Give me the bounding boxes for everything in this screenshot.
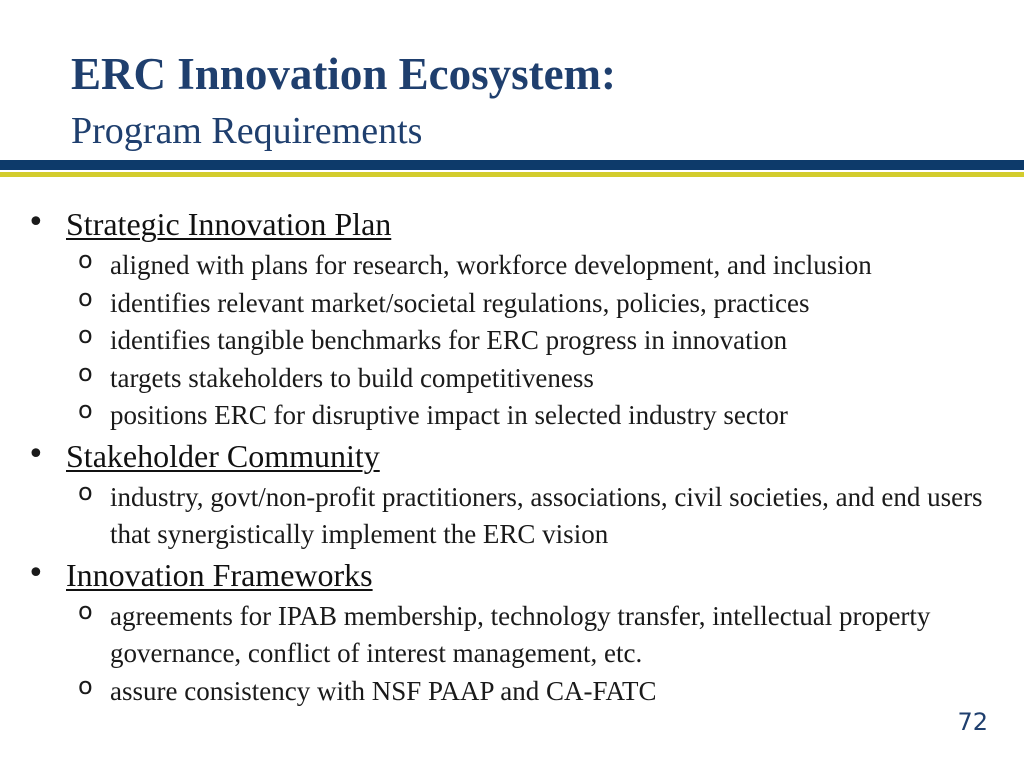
bullet-innovation-frameworks (0, 554, 1024, 598)
header-divider-blue (0, 160, 1024, 170)
sub-item-text: agreements for IPAB membership, technology transfer, intellectual property governance, conflict of interest management, etc. (110, 600, 931, 668)
bullet-dot-icon: • (27, 436, 45, 472)
sub-bullet-icon: o (78, 671, 93, 700)
sub-item (0, 322, 1024, 360)
sub-item (0, 285, 1024, 323)
header-divider-yellow (0, 172, 1024, 177)
sub-item-text: identifies relevant market/societal regulations, policies, practices (110, 287, 810, 318)
sub-item-text: industry, govt/non-profit practitioners, associations, civil societies, and end users that synergistically implement the ERC vision (110, 481, 983, 549)
bullet-list (0, 203, 1024, 710)
slide-title: ERC Innovation Ecosystem: (71, 49, 617, 99)
bullet-stakeholder-community (0, 435, 1024, 479)
bullet-heading: Stakeholder Community (66, 437, 380, 474)
bullet-dot-icon: • (27, 205, 45, 240)
bullet-dot-icon: • (27, 555, 45, 591)
sub-bullet-icon: o (78, 596, 93, 625)
sub-item (0, 397, 1024, 435)
bullet-heading: Innovation Frameworks (66, 556, 373, 593)
bullet-strategic-innovation-plan (0, 203, 1024, 247)
sub-item (0, 360, 1024, 398)
sub-item-text: identifies tangible benchmarks for ERC progress in innovation (110, 325, 788, 355)
sub-item-text: aligned with plans for research, workforce development, and inclusion (110, 250, 872, 280)
sub-item (0, 598, 1024, 673)
sub-item-text: positions ERC for disruptive impact in selected industry sector (110, 400, 788, 430)
sub-bullet-icon: o (78, 358, 93, 387)
bullet-heading: Strategic Innovation Plan (66, 206, 392, 242)
sub-item-text: assure consistency with NSF PAAP and CA-FATC (110, 675, 657, 706)
sub-item (0, 247, 1024, 285)
sub-bullet-icon: o (78, 477, 93, 506)
slide-subtitle: Program Requirements (71, 110, 423, 152)
sub-bullet-icon: o (78, 283, 93, 312)
sub-item-text: targets stakeholders to build competitiveness (110, 362, 594, 393)
sub-bullet-icon: o (78, 246, 93, 274)
sub-bullet-icon: o (78, 396, 93, 424)
sub-bullet-icon: o (78, 321, 93, 349)
sub-item (0, 673, 1024, 711)
page-number: 72 (957, 708, 988, 736)
sub-item (0, 479, 1024, 554)
